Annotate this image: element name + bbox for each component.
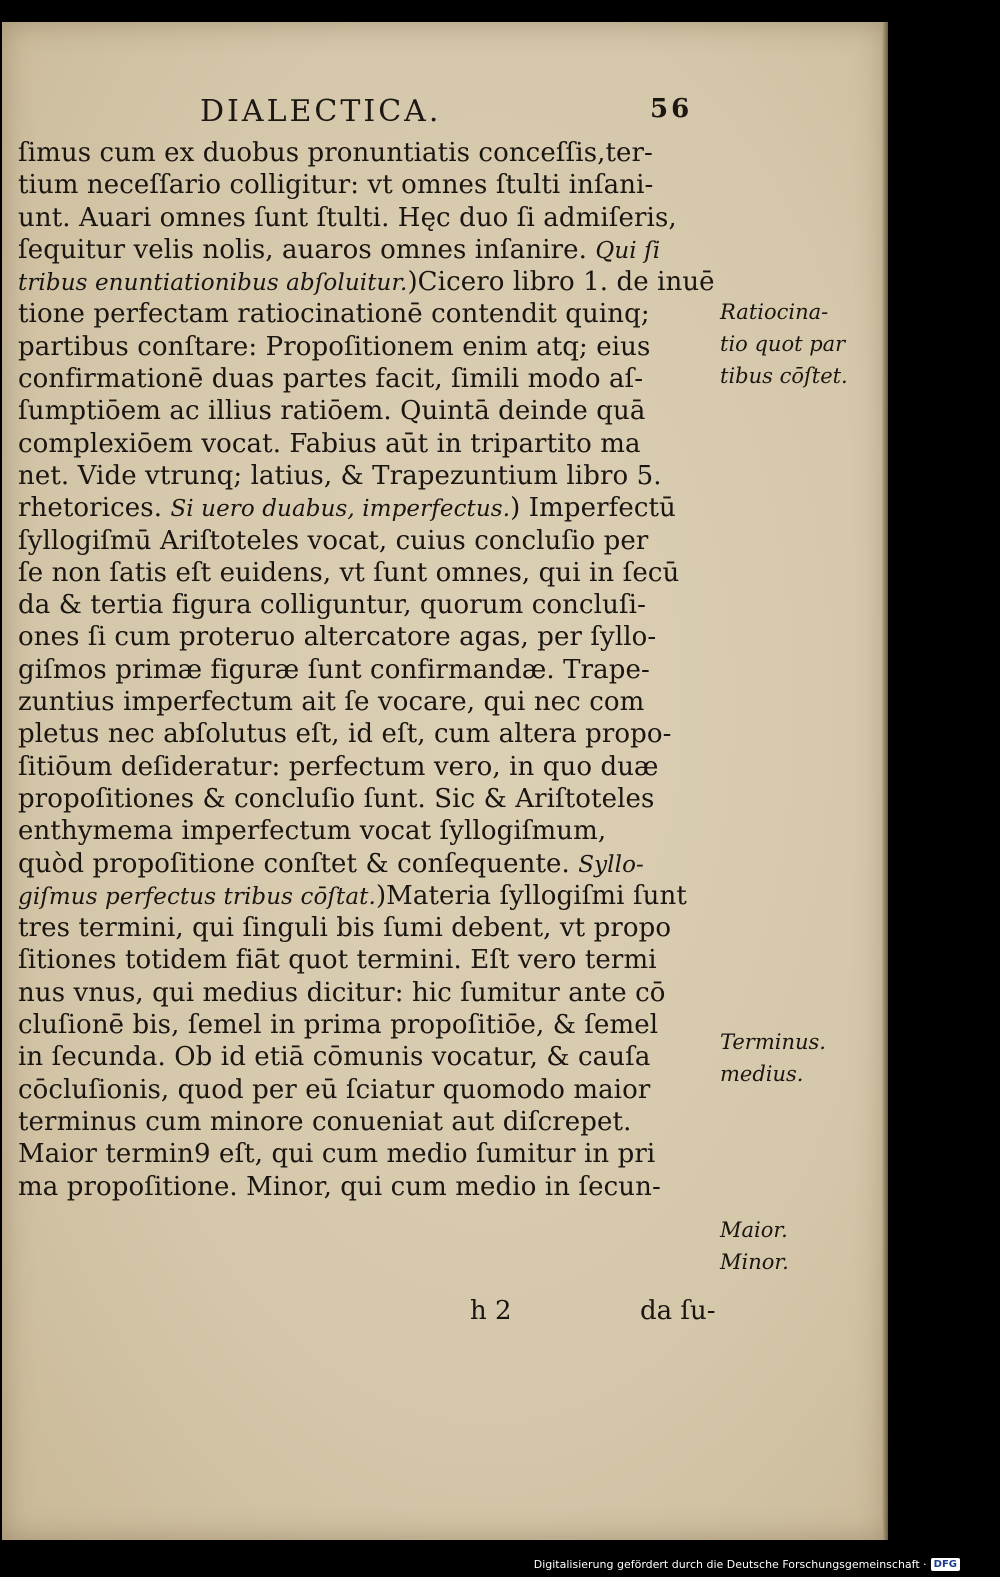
line-text: cōcluſionis, quod per eū ſciatur quomodo maior [18, 1074, 651, 1105]
text-line [18, 169, 718, 201]
line-text: ſitiones totidem fiāt quot termini. Eſt vero termi [18, 945, 657, 976]
text-line [18, 1106, 718, 1138]
line-text: ſimus cum ex duobus pronuntiatis conceſſis,ter- [18, 138, 653, 168]
line-text: enthymema imperfectum vocat ſyllogiſmum, [18, 816, 607, 847]
line-text: giſmos primæ figuræ ſunt confirmandæ. Trape- [18, 654, 650, 685]
text-line [18, 912, 718, 944]
line-text: terminus cum minore conueniat aut diſcrepet. [18, 1106, 632, 1137]
text-line [18, 686, 718, 718]
running-title: DIALECTICA. [200, 94, 442, 129]
line-text: cluſionē bis, ſemel in prima propoſitiōe, & ſemel [18, 1010, 659, 1041]
line-text: partibus conſtare: Propoſitionem enim atq; eius [18, 331, 651, 362]
line-text: ones ſi cum proteruo altercatore agas, per ſyllo- [18, 622, 657, 653]
text-line [18, 298, 718, 330]
line-text: ſyllogiſmū Ariſtoteles vocat, cuius concluſio per [18, 525, 649, 556]
text-line [18, 363, 718, 395]
text-line [18, 718, 718, 750]
text-line [18, 557, 718, 589]
line-text: propoſitiones & concluſio ſunt. Sic & Ariſtoteles [18, 783, 655, 814]
margin-note-ratiocinatio-1: Ratiocina- [720, 300, 829, 324]
line-text: tres termini, qui ſinguli bis ſumi debent, vt propo [18, 913, 672, 944]
line-text: pletus nec abſolutus eſt, id eſt, cum altera propo- [18, 719, 672, 750]
line-text: )Cicero libro 1. de inuē [407, 267, 715, 298]
line-text: ſequitur velis nolis, auaros omnes inſanire. [18, 234, 596, 265]
line-text: ſumptiōem ac illius ratiōem. Quintā deinde quā [18, 396, 646, 427]
line-text: da & tertia figura colliguntur, quorum concluſi- [18, 590, 646, 621]
text-line [18, 202, 718, 234]
line-text-tail: ) Imperfectū [510, 493, 676, 524]
folio-number: 56 [650, 94, 693, 124]
text-line [18, 977, 718, 1009]
text-line [18, 492, 718, 524]
footer [534, 1558, 960, 1571]
margin-note-terminus: Terminus. [720, 1030, 826, 1054]
text-line [18, 621, 718, 653]
margin-note-maior: Maior. [720, 1218, 788, 1242]
margin-note-ratiocinatio-2: tio quot par [720, 332, 846, 356]
text-line [18, 589, 718, 621]
text-line [18, 137, 718, 169]
line-text: zuntius imperfectum ait ſe vocare, qui nec com [18, 687, 645, 718]
line-text: complexiōem vocat. Fabius aūt in tripartito ma [18, 428, 641, 459]
signature-mark: h 2 [470, 1296, 512, 1326]
line-text: net. Vide vtrunq; latius, & Trapezuntium libro 5. [18, 460, 662, 491]
text-line [18, 1009, 718, 1041]
line-text: ſitiōum deſideratur: perfectum vero, in quo duæ [18, 751, 659, 782]
line-text: tium neceſſario colligitur: vt omnes ſtulti inſani- [18, 170, 654, 201]
catchword: da ſu- [640, 1296, 716, 1326]
line-text: in ſecunda. Ob id etiā cōmunis vocatur, & cauſa [18, 1042, 651, 1073]
text-line [18, 1171, 718, 1203]
text-line [18, 234, 718, 266]
line-text: confirmationē duas partes facit, ſimili modo aſ- [18, 364, 644, 395]
text-line [18, 331, 718, 363]
italic-lemma: tribus enuntiationibus abſoluitur. [18, 270, 408, 297]
italic-lemma: Syllo- [578, 851, 644, 878]
line-text: tione perfectam ratiocinationē contendit quinq; [18, 299, 650, 330]
text-line [18, 1138, 718, 1170]
text-line [18, 428, 718, 460]
dfg-logo: DFG [931, 1558, 960, 1571]
line-text: ſe non ſatis eſt euidens, vt ſunt omnes, qui in ſecū [18, 557, 680, 588]
text-line [18, 815, 718, 847]
line-text: )Materia ſyllogiſmi ſunt [375, 880, 687, 911]
footer-text: Digitalisierung gefördert durch die Deutsche Forschungsgemeinschaft · [533, 1558, 927, 1571]
margin-note-minor: Minor. [720, 1250, 789, 1274]
text-line [18, 751, 718, 783]
margin-note-medius: medius. [720, 1062, 804, 1086]
text-line [18, 1074, 718, 1106]
italic-lemma: giſmus perfectus tribus cōſtat. [18, 883, 376, 910]
text-line [18, 266, 718, 298]
line-text: ma propoſitione. Minor, qui cum medio in ſecun- [18, 1171, 661, 1202]
line-text: quòd propoſitione conſtet & conſequente. [18, 848, 579, 879]
line-text: nus vnus, qui medius dicitur: hic ſumitur ante cō [18, 977, 666, 1008]
text-line [18, 944, 718, 976]
text-line [18, 525, 718, 557]
line-text: Maior termin9 eſt, qui cum medio ſumitur in pri [18, 1139, 656, 1170]
text-line [18, 848, 718, 880]
body-text [18, 137, 718, 1203]
text-line [18, 654, 718, 686]
italic-lemma: Qui ſi [595, 237, 661, 264]
text-line [18, 783, 718, 815]
margin-note-ratiocinatio-3: tibus cōſtet. [720, 364, 848, 388]
text-line [18, 395, 718, 427]
text-line [18, 460, 718, 492]
text-line [18, 1041, 718, 1073]
page-edge [882, 22, 888, 1540]
line-text: rhetorices. [18, 493, 171, 524]
text-line [18, 880, 718, 912]
italic-lemma: Si uero duabus, imperfectus. [170, 496, 511, 523]
line-text: unt. Auari omnes ſunt ſtulti. Hęc duo ſi admiſeris, [18, 202, 677, 233]
